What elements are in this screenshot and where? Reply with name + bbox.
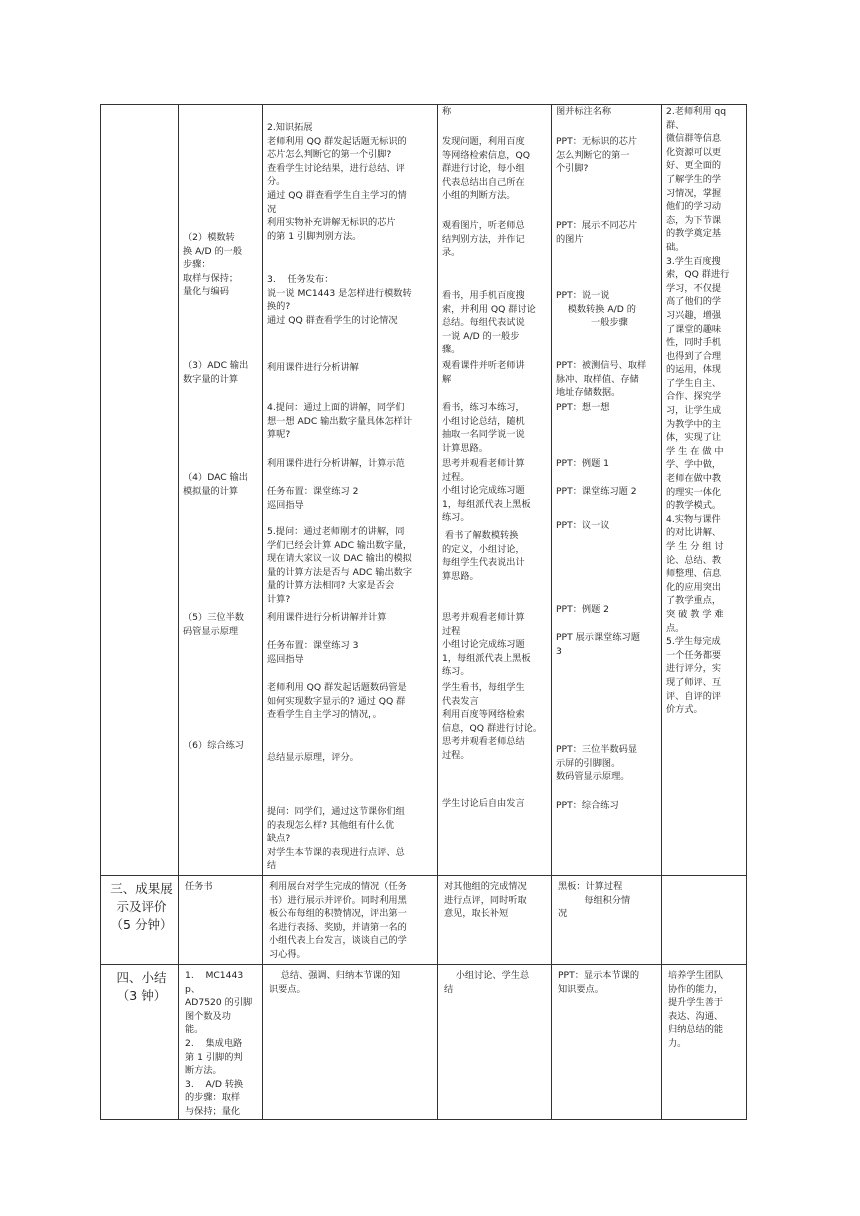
summary-student-cell: [438, 965, 552, 1120]
results-media-note: 黑板：计算过程 每组积分情 况: [558, 881, 631, 920]
student-activity: 思考并观看老师计算 过程。 小组讨论完成练习题 1，每组派代表上黑板 练习。: [442, 458, 531, 524]
media-note: PPT：例题 2: [556, 604, 610, 615]
teacher-activity: 提问：同学们，通过这节课你们组 的表现怎么样? 其他组有什么优 缺点? 对学生本节课的表现进行点评、总 结: [267, 806, 405, 872]
results-section-cell: [101, 876, 179, 965]
summary-student-activity: 小组讨论、学生总 结: [444, 970, 530, 995]
summary-design-intent: 培养学生团队 协作的能力， 提升学生善于 表达、沟通、 归纳总结的能 力。: [668, 970, 724, 1049]
media-note: PPT：例题 1: [556, 458, 610, 469]
design-intent: 2.老师利用 qq 群、 微信群等信息 化资源可以更 好、更全面的 了解学生的学 习情况，掌握 他们的学习动 态，为下节课 的教学奠定基 础。 3.学生百度搜 索，QQ 群进行 学习，不仅提 高了他们的学 习兴趣，增强 了课堂的趣味 性，同时手机 也得到了合理 的运用，体现 了学生自主、 合作、探究学 习，让学生成 为教学中的主 体，实现了让 学 生 在 做 中 学、学中做， 老师在做中教 的理实一体化 的教学模式。 4.实物与课件 的对比讲解、 学 生 分 组 讨 论、总结、教 师整理、信息 化的应用突出 了教学重点， 突 破 教 学 难 点。 5.学生每完成 一个任务都要 进行评分，实 现了师评、互 评、自评的评 价方式。: [666, 106, 730, 716]
teacher-activity: 3. 任务发布： 说一说 MC1443 是怎样进行模数转 换的? 通过 QQ 群查看学生的讨论情况: [267, 274, 412, 326]
process-design-intent-cell: [662, 105, 747, 876]
topic-practice: （6）综合练习: [183, 740, 244, 751]
media-note: PPT：被测信号、取样 脉冲、取样值、存储 地址存储数据。: [556, 360, 647, 399]
summary-section-cell: [101, 965, 179, 1120]
topic-seven-segment: （5）三位半数 码管显示原理: [183, 612, 244, 637]
process-row: [101, 105, 747, 876]
summary-topic-cell: [179, 965, 263, 1120]
process-section-cell: [101, 105, 179, 876]
teacher-activity: 任务布置：课堂练习 3 巡回指导: [267, 640, 359, 665]
summary-teacher-cell: [263, 965, 438, 1120]
process-media-cell: [552, 105, 662, 876]
media-note: PPT：无标识的芯片 怎么判断它的第一 个引脚?: [556, 136, 638, 175]
teacher-activity: 5.提问：通过老师刚才的讲解，同 学们已经会计算 ADC 输出数字量， 现在请大家议一议 DAC 输出的模拟 量的计算方法是否与 ADC 输出数字 量的计算方法相同? 大家是否会 计算?: [267, 526, 413, 605]
results-row: [101, 876, 747, 965]
process-teacher-cell: [263, 105, 438, 876]
media-note: PPT：课堂练习题 2: [556, 486, 637, 497]
results-media-cell: [552, 876, 662, 965]
topic-ad-steps: （2）模数转 换 A/D 的一般 步骤： 取样与保持； 量化与编码: [183, 232, 243, 298]
teacher-activity: 利用课件进行分析讲解，计算示范: [267, 458, 405, 469]
student-activity: 看书了解数模转换 的定义，小组讨论， 每组学生代表说出计 算思路。: [442, 530, 525, 582]
results-topic-cell: [179, 876, 263, 965]
section-title-results: 三、成果展 示及评价 （5 分钟）: [110, 881, 173, 932]
summary-media-note: PPT：显示本节课的 知识要点。: [558, 970, 640, 995]
results-teacher-cell: [263, 876, 438, 965]
media-note: PPT：综合练习: [556, 800, 619, 811]
student-activity: 学生讨论后自由发言: [442, 798, 525, 809]
media-note: PPT：三位半数码显 示屏的引脚图。 数码管显示原理。: [556, 744, 638, 783]
student-activity: 学生看书，每组学生 代表发言 利用百度等网络检索 信息，QQ 群进行讨论。 思考并观看老师总结 过程。: [442, 682, 543, 761]
summary-row: [101, 965, 747, 1120]
student-activity: 思考并观看老师计算 过程 小组讨论完成练习题 1，每组派代表上黑板 练习。: [442, 612, 531, 678]
results-topic: 任务书: [185, 881, 213, 892]
student-activity: 观看课件并听老师讲 解: [442, 360, 525, 385]
media-note: PPT：展示不同芯片 的图片: [556, 220, 638, 245]
media-note: PPT：说一说 模数转换 A/D 的 一般步骤: [556, 290, 636, 329]
media-note: PPT 展示课堂练习题 3: [556, 632, 640, 657]
student-activity: 观看图片，听老师总 结判别方法，并作记 录。: [442, 220, 525, 259]
section-title-summary: 四、小结 （3 钟）: [116, 970, 167, 1003]
student-activity: 看书，用手机百度搜 索，并利用 QQ 群讨论 总结。每组代表试说 一说 A/D 的一般步 骤。: [442, 290, 536, 356]
media-note: PPT：议一议: [556, 520, 610, 531]
teacher-activity: 总结显示原理，评分。: [267, 752, 359, 763]
teacher-activity: 2.知识拓展 老师利用 QQ 群发起话题无标识的 芯片怎么判断它的第一个引脚? 查看学生讨论结果，进行总结、评 分。 通过 QQ 群查看学生自主学习的情 况 利用实物补充讲解无标识的芯片 的第 1 引脚判别方法。: [267, 122, 407, 242]
teacher-activity: 利用课件进行分析讲解并计算: [267, 612, 387, 623]
process-topics-cell: [179, 105, 263, 876]
summary-media-cell: [552, 965, 662, 1120]
summary-design-cell: [662, 965, 747, 1120]
teacher-activity: 老师利用 QQ 群发起话题数码管是 如何实现数字显示的? 通过 QQ 群 查看学生自主学习的情况，。: [267, 682, 407, 721]
results-student-cell: [438, 876, 552, 965]
student-activity: 看书，练习本练习， 小组讨论总结，随机 抽取一名同学说一说 计算思路。: [442, 402, 525, 454]
student-activity: 发现问题，利用百度 等网络检索信息，QQ 群进行讨论，每小组 代表总结出自己所在 小组的判断方法。: [442, 136, 530, 202]
lesson-plan-table: [100, 104, 747, 1120]
teacher-activity: 任务布置：课堂练习 2 巡回指导: [267, 486, 359, 511]
teacher-activity: 利用课件进行分析讲解: [267, 362, 359, 373]
media-note: PPT：想一想: [556, 402, 610, 413]
process-student-cell: [438, 105, 552, 876]
media-note: 图并标注名称: [556, 106, 612, 117]
topic-dac-output: （4）DAC 输出 模拟量的计算: [183, 472, 248, 497]
topic-adc-output: （3）ADC 输出 数字量的计算: [183, 360, 249, 385]
student-activity: 称: [442, 106, 452, 117]
teacher-activity: 4.提问：通过上面的讲解，同学们 想一想 ADC 输出数字量具体怎样计 算呢?: [267, 402, 413, 441]
summary-topics: 1. MC1443p、 AD7520 的引脚 图个数及功 能。 2. 集成电路 第 1 引脚的判 断方法。 3. A/D 转换 的步骤：取样 与保持；量化: [185, 970, 253, 1117]
results-student-activity: 对其他组的完成情况 进行点评，同时听取 意见，取长补短: [444, 881, 527, 920]
results-design-cell: [662, 876, 747, 965]
results-teacher-activity: 利用展台对学生完成的情况（任务 书）进行展示并评价。同时利用黑 板公布每组的积赞情况，评出第一 名进行表扬、奖励，并请第一名的 小组代表上台发言，谈谈自己的学 习心得。: [269, 881, 407, 960]
summary-teacher-activity: 总结、强调、归纳本节课的知 识要点。: [269, 970, 401, 995]
